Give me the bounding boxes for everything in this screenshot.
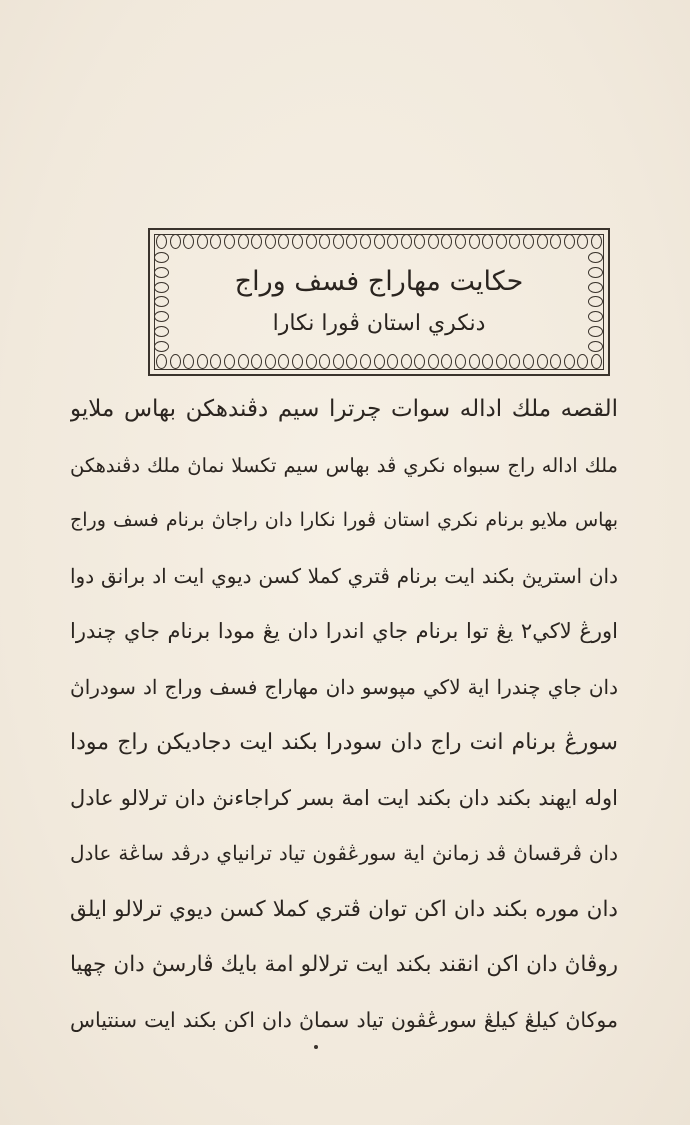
frame-chain-bottom [150, 353, 608, 371]
text-line-4: دان استريڽ بكند ايت برنام ڤتري كملا كسن ديوي ايت اد برانق دوا [70, 563, 618, 588]
text-line-9: دان ڤرقساڽ ڤد زمانڽ اية سورڠڤون تياد ترانياي درڤد ساڠة عادل [70, 841, 618, 865]
frame-chain-top [150, 233, 608, 251]
text-line-11: روڤاڽ دان اكن انقند بكند ايت ترلالو امة بايك ڤارسڽ دان چهيا [70, 952, 618, 977]
page-subtitle: دنكري استان ڤورا نكارا [272, 311, 486, 336]
title-block [180, 260, 578, 344]
frame-chain-right [587, 250, 605, 354]
text-line-7: سورڠ برنام انت راج دان سودرا بكند ايت دجاديكن راج مودا [70, 730, 618, 755]
text-line-2: ملك اداله راج سبواه نكري ڤد بهاس سيم تكسلا نماڽ ملك دڤندهكن [70, 453, 618, 477]
title-ornamental-frame [148, 228, 610, 376]
text-line-3: بهاس ملايو برنام نكري استان ڤورا نكارا دان راجاڽ برنام فسف وراج [70, 509, 618, 531]
text-line-8: اوله ايهند بكند دان بكند ايت امة بسر كراجاءنڽ دان ترلالو عادل [70, 785, 618, 810]
body-text [70, 382, 618, 1048]
text-line-5: اورڠ لاكي٢ يڠ توا برنام جاي اندرا دان يڠ مودا برنام جاي چندرا [70, 619, 618, 643]
text-line-12: موكاڽ كيلڠ كيلڠ سورڠڤون تياد سماڽ دان اكن بكند ايت سنتياس [70, 1007, 618, 1032]
text-line-6: دان جاي چندرا اية لاكي مپوسو دان مهاراج فسف وراج اد سودراڽ [70, 674, 618, 699]
text-line-1: القصه ملك اداله سوات چرترا سيم دڤندهكن بهاس ملايو [70, 396, 618, 422]
frame-chain-left [153, 250, 171, 354]
text-line-10: دان موره بكند دان اكن توان ڤتري كملا كسن ديوي ترلالو ايلق [70, 896, 618, 922]
page-title: حكايت مهاراج فسف وراج [234, 266, 524, 297]
page-end-dot [314, 1045, 318, 1049]
